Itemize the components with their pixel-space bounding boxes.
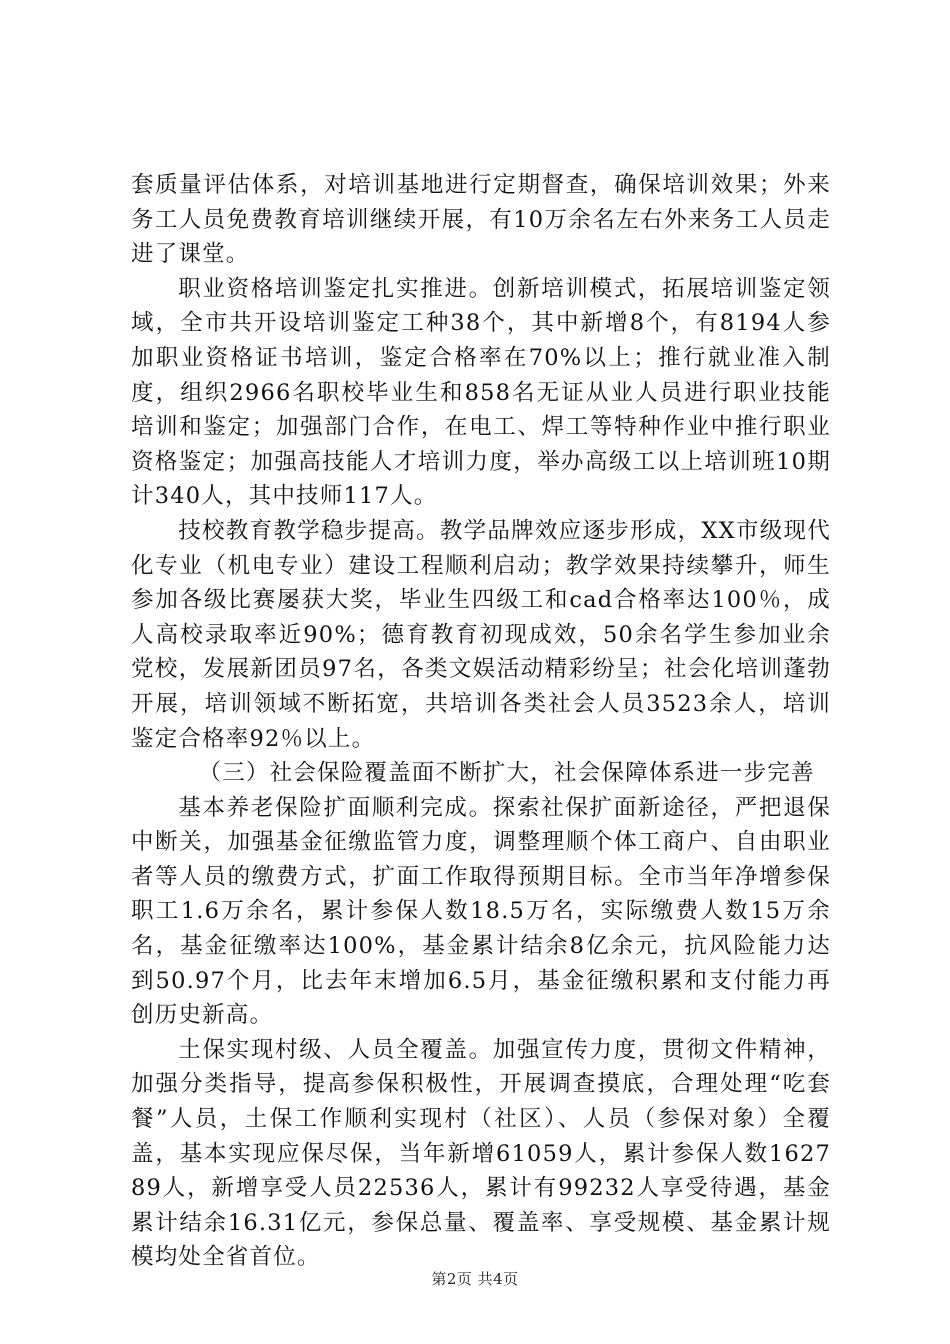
- paragraph-pension-insurance: 基本养老保险扩面顺利完成。探索社保扩面新途径，严把退保中断关，加强基金征缴监管力度，调整理顺个体工商户、自由职业者等人员的缴费方式，扩面工作取得预期目标。全市当年净增参保职工1.6万余名，累计参保人数18.5万名，实际缴费人数15万余名，基金征缴率达100%，基金累计结余8亿余元，抗风险能力达到50.97个月，比去年末增加6.5月，基金征缴积累和支付能力再创历史新高。: [131, 794, 831, 1029]
- section-heading-social-insurance: （三）社会保险覆盖面不断扩大，社会保障体系进一步完善: [198, 760, 815, 787]
- paragraph-land-insurance: 土保实现村级、人员全覆盖。加强宣传力度，贯彻文件精神，加强分类指导，提高参保积极性，开展调查摸底，合理处理“吃套餐”人员，土保工作顺利实现村（社区）、人员（参保对象）全覆盖，基本实现应保尽保，当年新增61059人，累计参保人数162789人，新增享受人员22536人，累计有99232人享受待遇，基金累计结余16.31亿元，参保总量、覆盖率、享受规模、基金累计规模均处全省首位。: [131, 1036, 831, 1271]
- paragraph-vocational-certification: 职业资格培训鉴定扎实推进。创新培训模式，拓展培训鉴定领域，全市共开设培训鉴定工种38个，其中新增8个，有8194人参加职业资格证书培训，鉴定合格率在70%以上；推行就业准入制度，组织2966名职校毕业生和858名无证从业人员进行职业技能培训和鉴定；加强部门合作，在电工、焊工等特种作业中推行职业资格鉴定；加强高技能人才培训力度，举办高级工以上培训班10期计340人，其中技师117人。: [131, 275, 831, 510]
- paragraph-technical-school: 技校教育教学稳步提高。教学品牌效应逐步形成，XX市级现代化专业（机电专业）建设工程顺利启动；教学效果持续攀升，师生参加各级比赛屡获大奖，毕业生四级工和cad合格率达100％，成人高校录取率近90%；德育教育初现成效，50余名学生参加业余党校，发展新团员97名，各类文娱活动精彩纷呈；社会化培训蓬勃开展，培训领域不断拓宽，共培训各类社会人员3523余人，培训鉴定合格率92％以上。: [131, 517, 831, 752]
- document-body: [131, 168, 831, 1275]
- paragraph-continuation: 套质量评估体系，对培训基地进行定期督查，确保培训效果；外来务工人员免费教育培训继续开展，有10万余名左右外来务工人员走进了课堂。: [131, 172, 831, 268]
- page-footer: 第2页 共4页: [431, 1270, 519, 1288]
